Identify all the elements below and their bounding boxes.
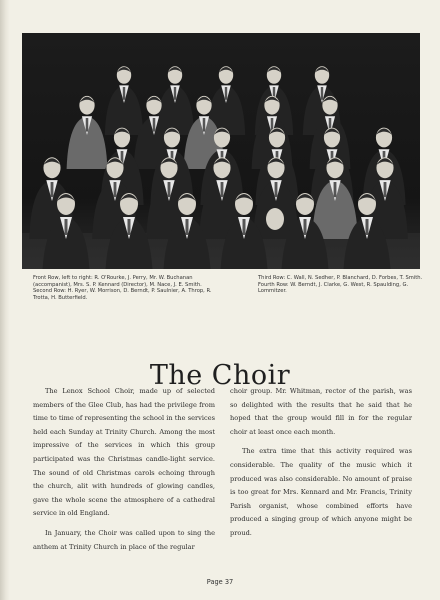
body-column-left [33, 385, 215, 560]
page-number: Page 37 [206, 578, 234, 586]
body-paragraph: The Lenox School Choir, made up of selected members of the Glee Club, has had the privilege from time to time of representing the school in the services held each Sunday at Trinity Church. Among the most impressive of the services in which this group participated was the Christmas candle-light service. The sound of old Christmas carols echoing through the church, alit with hundreds of glowing candles, gave the whole scene the atmosphere of a cathedral service in old England. [33, 387, 215, 518]
caption-left-text: Front Row, left to right: R. O'Rourke, J. Perry, Mr. W. Buchanan (accompanist), Mrs. S. P. Kennard (Director), M. Nace, J. E. Smith. Second Row: H. Ryer, W. Morrison, D. Berndt, P. Saulnier, A. Throp, R. Trotta, H. Butterfield. [33, 275, 212, 301]
body-paragraph: In January, the Choir was called upon to sing the anthem at Trinity Church in place of the regular [33, 528, 215, 551]
body-column-right [230, 385, 412, 547]
photo-caption-right [258, 275, 423, 295]
page-binding-edge [0, 0, 10, 600]
body-paragraph: choir group. Mr. Whitman, rector of the parish, was so delighted with the results that he said that he hoped that the group would fill in for the regular choir at least once each month. [230, 387, 412, 436]
choir-group-photo [22, 33, 420, 269]
page-title: The Choir [149, 360, 291, 392]
caption-right-text: Third Row: C. Wall, N. Sedher, P. Blanchard, D. Forbes, T. Smith. Fourth Row: W. Berndt, J. Clarke, G. West, R. Spaulding, G. Lommitzer. [258, 275, 423, 295]
photo-caption-left [33, 275, 225, 301]
body-paragraph: The extra time that this activity required was considerable. The quality of the music which it produced was also considerable. No amount of praise is too great for Mrs. Kennard and Mr. Francis, Trinity Parish organist, whose combined efforts have produced a singing group of which anyone might be proud. [230, 447, 412, 537]
